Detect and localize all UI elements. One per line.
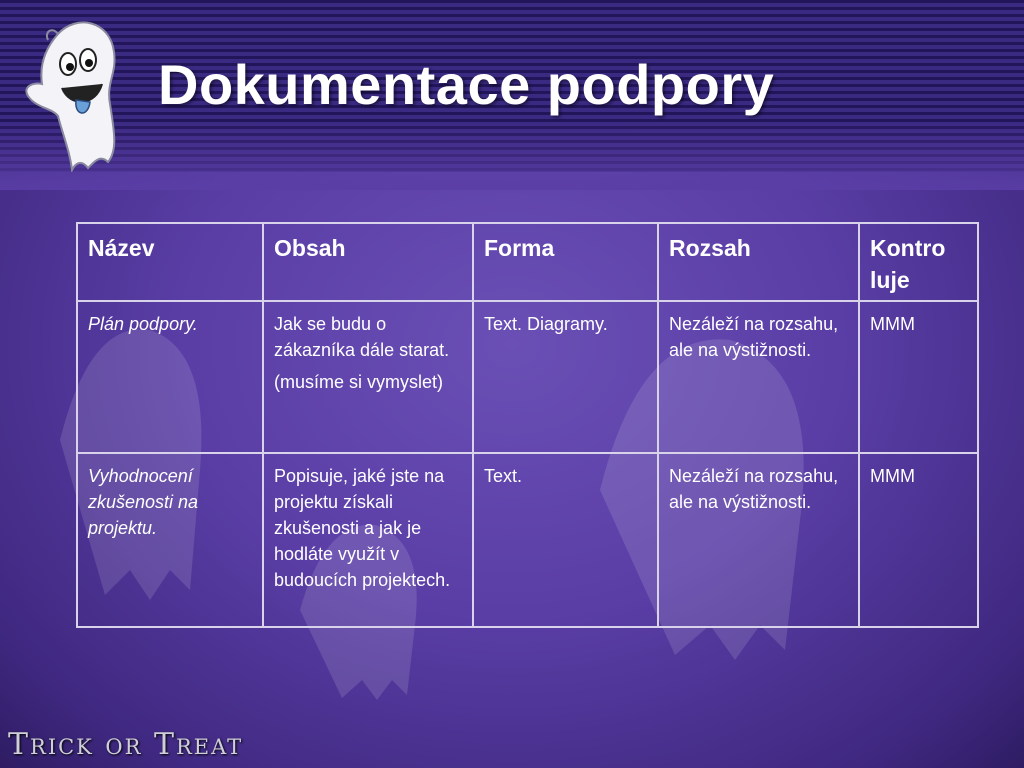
cell-content-line: Popisuje, jaké jste na projektu získali zkušenosti a jak je hodláte využít v budoucích projektech. [274, 466, 451, 590]
table-header-row [77, 223, 978, 301]
cell-content-line: (musíme si vymyslet) [274, 372, 444, 392]
cell-form: Text. Diagramy. [473, 301, 658, 453]
cell-content [263, 301, 473, 453]
cell-form: Text. [473, 453, 658, 627]
brand-logo-text: Trick or Treat [8, 727, 244, 762]
cell-checked-by: MMM [859, 453, 978, 627]
cell-scope: Nezáleží na rozsahu, ale na výstižnosti. [658, 301, 859, 453]
slide-title: Dokumentace podpory [158, 53, 775, 116]
table-row [77, 301, 978, 453]
ghost-icon [18, 12, 128, 172]
table-row [77, 453, 978, 627]
column-header-content: Obsah [263, 223, 473, 301]
cell-scope: Nezáleží na rozsahu, ale na výstižnosti. [658, 453, 859, 627]
cell-content [263, 453, 473, 627]
column-header-checked-by: Kontro luje [859, 223, 978, 301]
documentation-table [76, 222, 979, 628]
cell-checked-by: MMM [859, 301, 978, 453]
column-header-scope: Rozsah [658, 223, 859, 301]
column-header-name: Název [77, 223, 263, 301]
header-fade [0, 120, 1024, 190]
cell-name: Vyhodnocení zkušenosti na projektu. [77, 453, 263, 627]
column-header-form: Forma [473, 223, 658, 301]
cell-name: Plán podpory. [77, 301, 263, 453]
cell-content-line: Jak se budu o zákazníka dále starat. [274, 314, 450, 360]
